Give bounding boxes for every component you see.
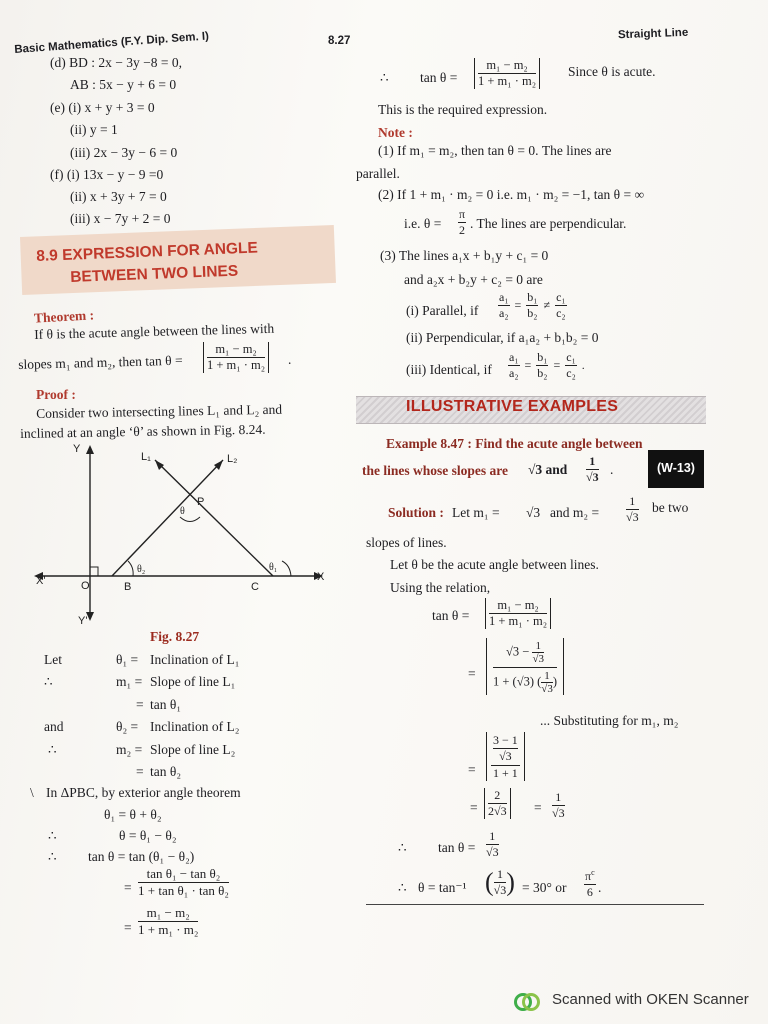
note-2-perpendicular: . The lines are perpendicular. <box>470 216 627 231</box>
proof-line-2: inclined at an angle ‘θ’ as shown in Fig. 8.24. <box>20 421 266 441</box>
label-x-prime: X' <box>36 575 46 587</box>
step-3-mid: = <box>136 697 144 712</box>
theta2-arc <box>128 561 133 576</box>
two-denominator: 2 <box>459 223 466 237</box>
step-6-mid: = <box>136 764 144 779</box>
slopes-of-lines: slopes of lines. <box>366 535 447 550</box>
label-l1: L₁ <box>141 451 151 463</box>
relation-abs-fraction: m₁ − m₂ 1 + m₁ · m₂ <box>485 598 551 629</box>
example-sqrt3: √3 and <box>528 462 568 477</box>
equals-tan-frac: = <box>124 880 132 895</box>
identical-condition <box>508 350 585 381</box>
theta1-arc <box>282 561 291 576</box>
label-origin: O <box>81 580 90 592</box>
step-4-lhs: and <box>44 719 64 734</box>
not-equal-sign: ≠ <box>543 298 551 312</box>
step-5-lhs: ∴ <box>48 742 57 757</box>
equals-sub-2: = <box>468 762 476 777</box>
final-frac-numerator: m₁ − m₂ <box>138 905 198 922</box>
two-over-two-root3: 2 2√3 <box>484 788 511 819</box>
figure-caption: Fig. 8.27 <box>150 629 200 644</box>
theorem-abs-fraction <box>203 342 269 373</box>
exam-tag: (W-13) <box>648 450 704 488</box>
answer-f-i: (f) (i) 13x − y − 9 =0 <box>50 167 164 182</box>
example-line-2: the lines whose slopes are <box>362 463 509 478</box>
tan-theta-result: tan θ = <box>438 840 476 855</box>
required-expression: This is the required expression. <box>378 102 548 117</box>
tan-theta-label-top: tan θ = <box>420 70 458 85</box>
header-book-title: Basic Mathematics (F.Y. Dip. Sem. I) <box>14 30 210 56</box>
exterior-step-2: θ = θ₁ − θ₂ <box>119 828 177 843</box>
note-2-line-a: (2) If 1 + m₁ · m₂ = 0 i.e. m₁ · m₂ = −1, tan θ = ∞ <box>378 187 645 202</box>
label-y-prime: Y' <box>78 615 88 627</box>
label-theta: θ <box>180 506 185 517</box>
substituted-abs-fraction: √3 − $\frac{1}{√3}$ 1 + (√3) ( $\frac{1}{√3}$ ) <box>486 638 564 695</box>
label-b: B <box>124 581 132 593</box>
right-angle-mark <box>90 567 98 576</box>
solution-sqrt3: √3 <box>526 505 541 520</box>
equals-final-frac: = <box>124 920 132 935</box>
pi-over-two <box>458 207 466 238</box>
step-2-rhs: Slope of line L₁ <box>150 674 236 689</box>
top-frac-denominator: 1 + m₁ · m₂ <box>478 74 537 88</box>
arctan-argument: ( $\frac{1}{√3}$ ) <box>485 867 515 897</box>
note-1-line-a: (1) If m₁ = m₂, then tan θ = 0. The lines are <box>378 143 612 158</box>
label-theta2: θ₂ <box>137 564 146 575</box>
label-x: X <box>317 571 325 583</box>
tan-difference-fraction <box>138 866 229 899</box>
exterior-angle-line: In ΔPBC, by exterior angle theorem <box>46 785 241 800</box>
step-2-lhs: ∴ <box>44 674 53 689</box>
note-3-parallel: (i) Parallel, if <box>406 303 479 318</box>
step-2-mid: m₁ = <box>116 674 143 689</box>
header-chapter: Straight Line <box>617 26 689 42</box>
label-l2: L₂ <box>227 453 238 465</box>
label-p: P <box>197 496 205 508</box>
step-4-mid: θ₂ = <box>116 719 139 734</box>
answer-d-1: (d) BD : 2x − 3y −8 = 0, <box>50 55 182 70</box>
period-dot: . <box>581 358 585 372</box>
step-4-rhs: Inclination of L₂ <box>150 719 240 734</box>
frac-b1-b2-identical: $\frac{\text{b₁}}{\text{b₂}}$ <box>537 350 548 380</box>
final-frac-denominator: 1 + m₁ · m₂ <box>138 922 199 937</box>
theorem-dot: . <box>288 352 292 367</box>
theorem-label: Theorem : <box>33 307 95 326</box>
pi-numerator: π <box>459 207 466 221</box>
answer-e-i: (e) (i) x + y + 3 = 0 <box>50 100 155 115</box>
answer-d-2: AB : 5x − y + 6 = 0 <box>70 77 177 92</box>
using-relation: Using the relation, <box>390 580 491 595</box>
answer-f-iii: (iii) x − 7y + 2 = 0 <box>70 211 171 226</box>
section-heading-line1: 8.9 EXPRESSION FOR ANGLE <box>36 239 259 265</box>
theta-arctan: θ = tan⁻¹ <box>418 880 467 895</box>
label-c: C <box>251 581 259 593</box>
proof-label: Proof : <box>36 387 76 402</box>
frac-a1-a2: $\frac{\text{a₁}}{\text{a₂}}$ <box>499 290 509 320</box>
answer-e-ii: (ii) y = 1 <box>70 122 118 137</box>
therefore-symbol-2: ∴ <box>48 849 57 864</box>
scanner-logo-icon <box>514 990 540 1014</box>
y-axis-arrow-top <box>86 445 94 454</box>
equals-sign-identical-1: = <box>524 358 532 372</box>
pi-over-six: $\pi^c$ 6 <box>585 868 595 899</box>
frac-a1-a2-identical: $\frac{\text{a₁}}{\text{a₂}}$ <box>509 350 519 380</box>
one-over-root3-result: 1 √3 <box>552 790 565 820</box>
note-3-line-a: (3) The lines a₁x + b₁y + c₁ = 0 <box>380 248 549 263</box>
top-frac-numerator: m₁ − m₂ <box>478 58 536 74</box>
exterior-step-1: θ₁ = θ + θ₂ <box>104 807 162 822</box>
theorem-frac-denominator: 1 + m₁ · m₂ <box>207 358 266 372</box>
step-5-rhs: Slope of line L₂ <box>150 742 236 757</box>
top-abs-fraction <box>474 58 540 89</box>
tan-frac-numerator: tan θ₁ − tan θ₂ <box>138 866 229 883</box>
equals-sign: = <box>514 298 522 312</box>
final-slope-fraction <box>138 905 198 938</box>
answer-f-ii: (ii) x + 3y + 7 = 0 <box>70 189 167 204</box>
note-3-line-b: and a₂x + b₂y + c₂ = 0 are <box>404 272 543 287</box>
frac-c1-c2-identical: $\frac{\text{c₁}}{\text{c₂}}$ <box>566 350 576 380</box>
tan-result-fraction: 1 √3 <box>486 829 499 859</box>
bottom-rule <box>366 904 704 905</box>
note-label: Note : <box>378 125 413 140</box>
note-3-perpendicular: (ii) Perpendicular, if a₁a₂ + b₁b₂ = 0 <box>406 330 599 345</box>
answer-e-iii: (iii) 2x − 3y − 6 = 0 <box>70 145 178 160</box>
parallel-condition <box>498 290 567 321</box>
label-theta1: θ₁ <box>269 562 278 573</box>
theorem-line-1: If θ is the acute angle between the lines with <box>34 320 275 342</box>
step-1-mid: θ₁ = <box>116 652 139 667</box>
solution-be-two: be two <box>652 500 689 515</box>
example-dot: . <box>610 462 614 477</box>
therefore-symbol-3: ∴ <box>380 70 389 85</box>
theta-arc <box>180 517 200 522</box>
section-heading-line2: BETWEEN TWO LINES <box>70 262 239 286</box>
simplified-abs-fraction: $\frac{3 - 1}{√3}$ 1 + 1 <box>486 732 525 781</box>
proof-line-1: Consider two intersecting lines L₁ and L₂ and <box>36 401 283 421</box>
step-1-lhs: Let <box>44 652 62 667</box>
equals-sub-4: = <box>534 800 542 815</box>
note-2-ie: i.e. θ = <box>404 216 442 231</box>
label-y: Y <box>73 443 81 455</box>
step-5-mid: m₂ = <box>116 742 143 757</box>
figure-8-27 <box>30 440 330 630</box>
therefore-symbol-4: ∴ <box>398 840 407 855</box>
scanner-footer-text: Scanned with OKEN Scanner <box>552 991 749 1008</box>
step-6-rhs: tan θ₂ <box>150 764 182 779</box>
equals-sign-identical-2: = <box>553 358 561 372</box>
frac-b1-b2: $\frac{\text{b₁}}{\text{b₂}}$ <box>527 290 538 320</box>
solution-text: Let m₁ = <box>452 505 500 520</box>
solution-m2-fraction: 1 √3 <box>626 494 639 524</box>
exterior-step-3: tan θ = tan (θ₁ − θ₂) <box>88 849 195 864</box>
margin-mark: \ <box>30 785 34 800</box>
let-theta-line: Let θ be the acute angle between lines. <box>390 557 599 572</box>
tan-theta-label-relation: tan θ = <box>432 608 470 623</box>
step-1-rhs: Inclination of L₁ <box>150 652 240 667</box>
example-one-over-sqrt3: 1 √3 <box>586 454 599 484</box>
therefore-symbol-1: ∴ <box>48 828 57 843</box>
note-3-identical: (iii) Identical, if <box>406 362 492 377</box>
equals-sub-1: = <box>468 666 476 681</box>
frac-c1-c2: c₁ c₂ <box>556 290 566 320</box>
therefore-symbol-5: ∴ <box>398 880 407 895</box>
note-1-line-b: parallel. <box>356 166 400 181</box>
thirty-degrees: = 30° or <box>522 880 567 895</box>
acute-note: Since θ is acute. <box>568 64 656 79</box>
result-dot: . <box>598 880 602 895</box>
tan-frac-denominator: 1 + tan θ₁ · tan θ₂ <box>138 883 229 898</box>
illustrative-examples-title: ILLUSTRATIVE EXAMPLES <box>406 398 619 415</box>
theorem-line-2: slopes m₁ and m₂, then tan θ = <box>18 352 183 372</box>
header-page-number: 8.27 <box>328 35 351 47</box>
solution-label: Solution : <box>388 505 444 520</box>
step-3-rhs: tan θ₁ <box>150 697 182 712</box>
example-line-1: Example 8.47 : Find the acute angle between <box>386 436 643 451</box>
substituting-note: ... Substituting for m₁, m₂ <box>540 713 679 728</box>
theorem-frac-numerator: m₁ − m₂ <box>207 342 265 358</box>
line-l1 <box>155 460 273 576</box>
equals-sub-3: = <box>470 800 478 815</box>
line-l2 <box>112 460 223 576</box>
solution-and: and m₂ = <box>550 505 600 520</box>
